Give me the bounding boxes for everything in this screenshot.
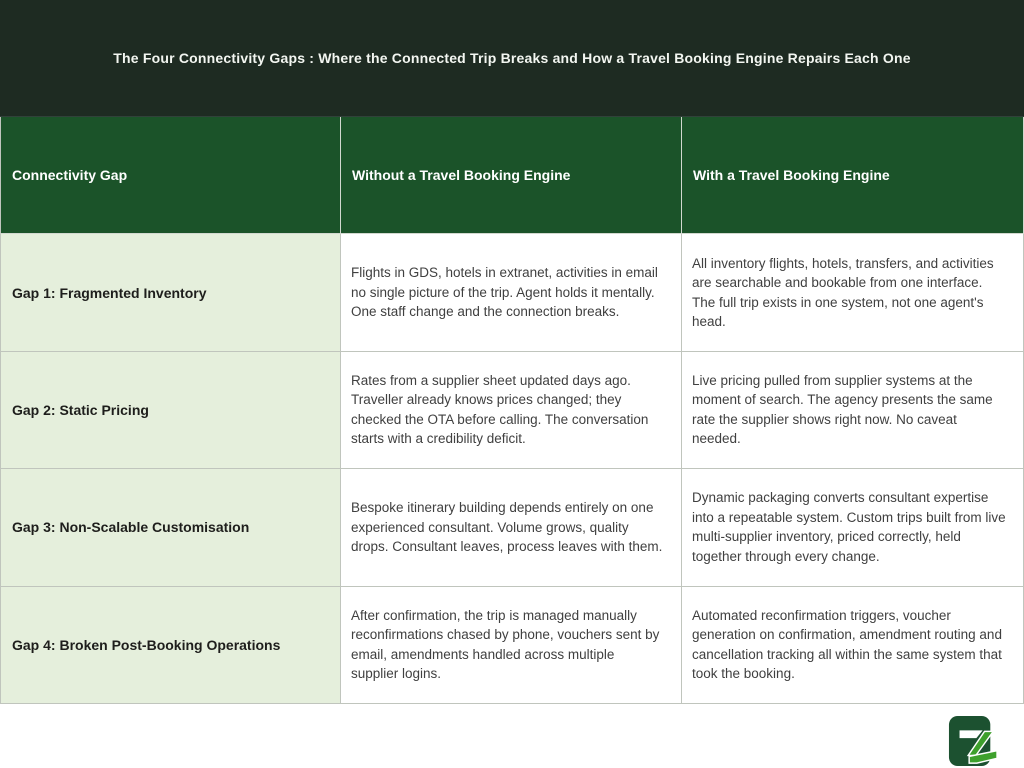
column-header-connectivity-gap: Connectivity Gap <box>0 117 341 234</box>
gap-2-with-cell: Live pricing pulled from supplier systems at the moment of search. The agency presents the same rate the supplier shows right now. No caveat needed. <box>682 352 1024 469</box>
gap-3-with-cell: Dynamic packaging converts consultant expertise into a repeatable system. Custom trips built from live multi-supplier inventory, priced correctly, held together through every change. <box>682 469 1024 586</box>
column-header-without-engine: Without a Travel Booking Engine <box>341 117 682 234</box>
footer <box>0 704 1024 768</box>
gap-1-without-cell: Flights in GDS, hotels in extranet, activities in email no single picture of the trip. Agent holds it mentally. One staff change and the connection breaks. <box>341 234 682 351</box>
comparison-table <box>0 117 1024 704</box>
page-title: The Four Connectivity Gaps : Where the Connected Trip Breaks and How a Travel Booking Engine Repairs Each One <box>113 50 911 66</box>
gap-1-label-cell: Gap 1: Fragmented Inventory <box>0 234 341 351</box>
gap-3-label-cell: Gap 3: Non-Scalable Customisation <box>0 469 341 586</box>
brand-logo-icon <box>948 715 998 767</box>
gap-4-label-cell: Gap 4: Broken Post-Booking Operations <box>0 587 341 704</box>
gap-4-with-cell: Automated reconfirmation triggers, voucher generation on confirmation, amendment routing and cancellation tracking all within the same system that took the booking. <box>682 587 1024 704</box>
column-header-with-engine: With a Travel Booking Engine <box>682 117 1024 234</box>
gap-1-with-cell: All inventory flights, hotels, transfers, and activities are searchable and bookable from one interface. The full trip exists in one system, not one agent's head. <box>682 234 1024 351</box>
gap-3-without-cell: Bespoke itinerary building depends entirely on one experienced consultant. Volume grows, quality drops. Consultant leaves, process leaves with them. <box>341 469 682 586</box>
title-banner <box>0 0 1024 117</box>
gap-2-without-cell: Rates from a supplier sheet updated days ago. Traveller already knows prices changed; they checked the OTA before calling. The conversation starts with a credibility deficit. <box>341 352 682 469</box>
gap-2-label-cell: Gap 2: Static Pricing <box>0 352 341 469</box>
gap-4-without-cell: After confirmation, the trip is managed manually reconfirmations chased by phone, vouchers sent by email, amendments handled across multiple supplier logins. <box>341 587 682 704</box>
